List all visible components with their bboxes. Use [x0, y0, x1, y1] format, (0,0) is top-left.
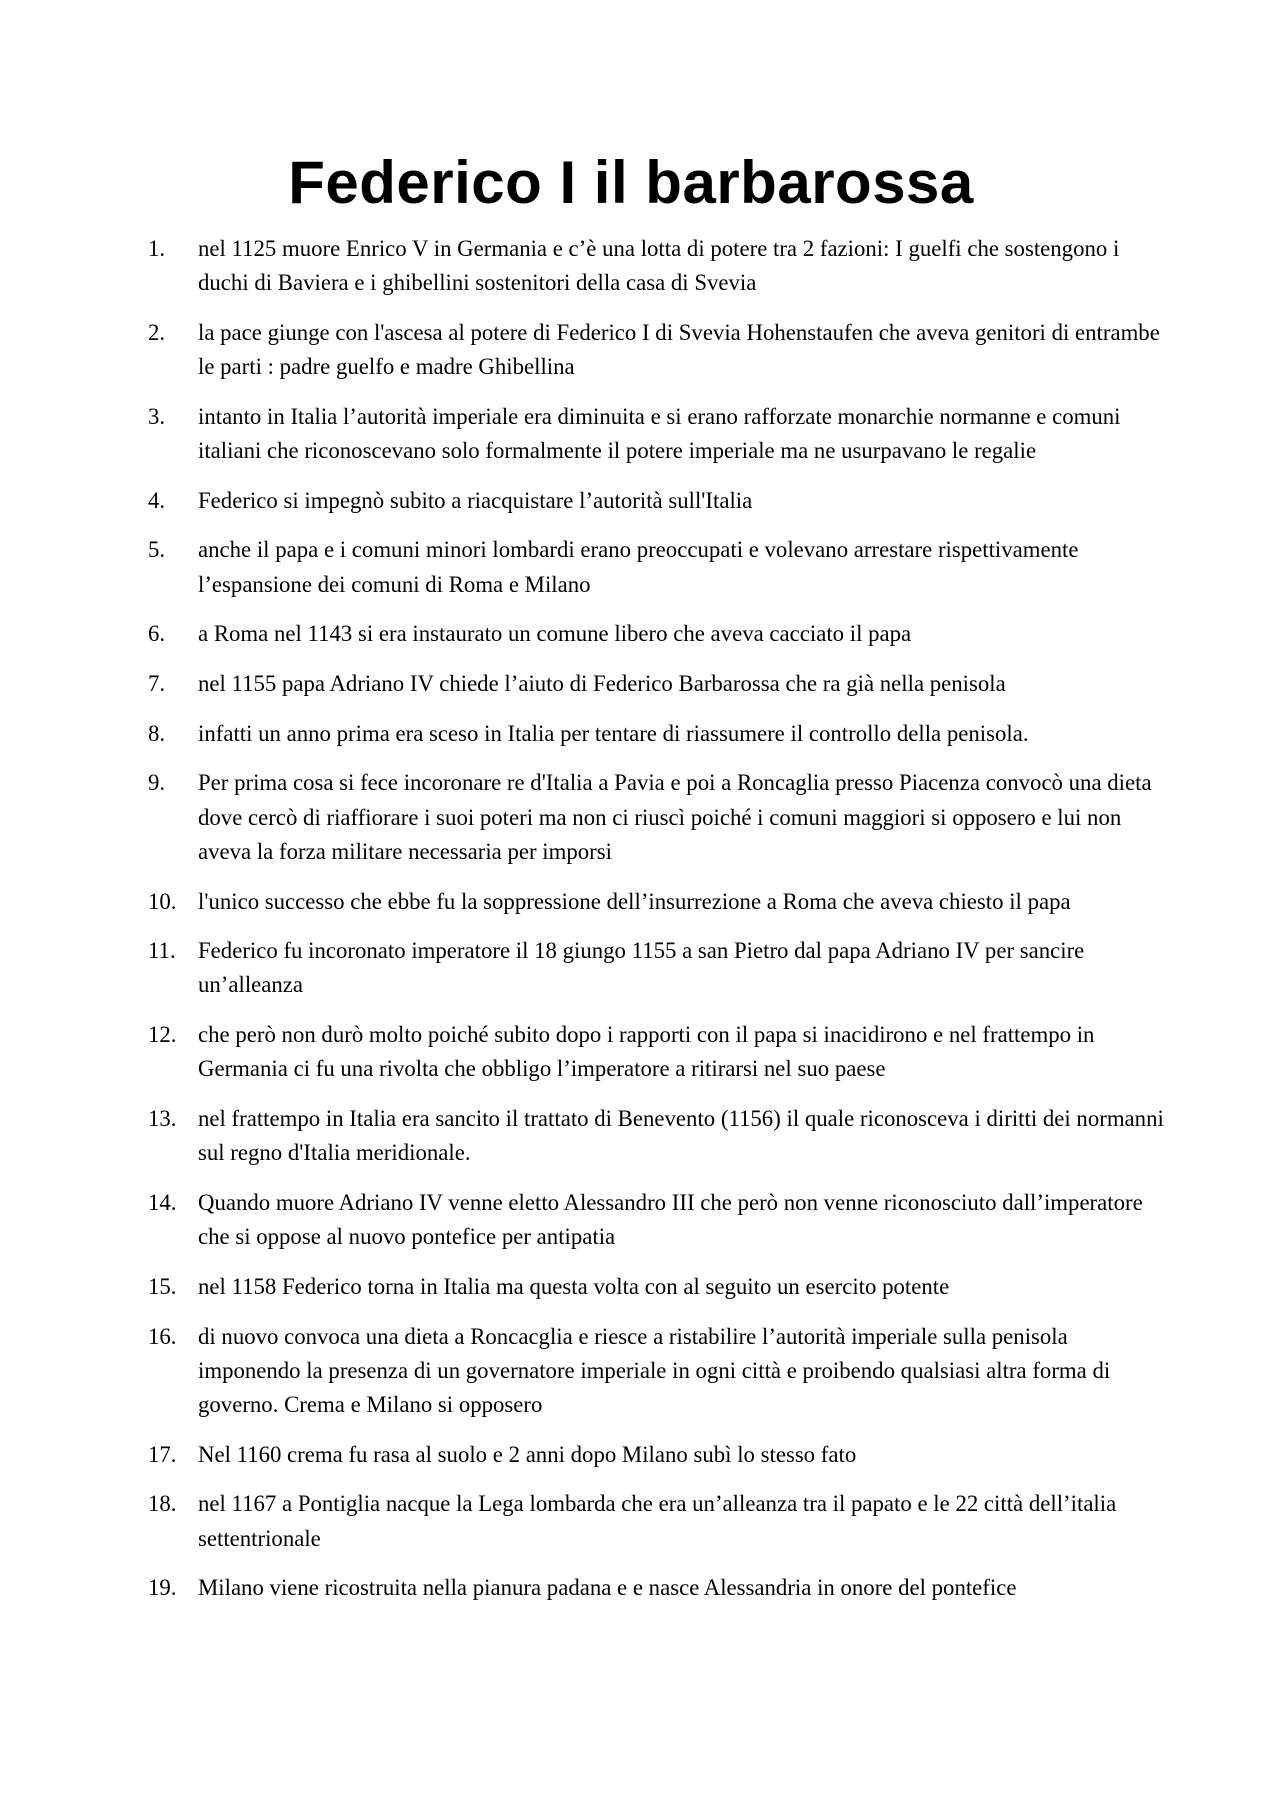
- list-item-number: 2.: [148, 319, 166, 345]
- list-item-number: 19.: [148, 1575, 177, 1601]
- list-item-number: 14.: [148, 1189, 177, 1215]
- list-item-text: nel 1155 papa Adriano IV chiede l’aiuto di Federico Barbarossa che ra già nella penisola: [198, 671, 1006, 697]
- list-item-text: di nuovo convoca una dieta a Roncacglia e riesce a ristabilire l’autorità imperiale sulla penisola imponendo la presenza di un governatore imperiale in ogni città e proibendo qualsiasi altra forma di governo. Crema e Milano si opposero: [198, 1323, 1111, 1417]
- list-item: [0, 484, 1280, 518]
- page-title: Federico I il barbarossa: [288, 149, 974, 216]
- list-item-number: 12.: [148, 1022, 177, 1048]
- list-item: [0, 667, 1280, 701]
- list-item-text: Federico fu incoronato imperatore il 18 giungo 1155 a san Pietro dal papa Adriano IV per sancire un’alleanza: [198, 938, 1085, 998]
- numbered-list: [0, 232, 1280, 1621]
- list-item-number: 13.: [148, 1106, 177, 1132]
- list-item-number: 15.: [148, 1273, 177, 1299]
- list-item-number: 1.: [148, 236, 166, 261]
- list-item-text: la pace giunge con l'ascesa al potere di Federico I di Svevia Hohenstaufen che aveva genitori di entrambe le parti : padre guelfo e madre Ghibellina: [198, 319, 1160, 380]
- list-item: [0, 617, 1280, 651]
- list-item-number: 7.: [148, 671, 166, 697]
- list-item: [0, 1270, 1280, 1304]
- list-item-text: Nel 1160 crema fu rasa al suolo e 2 anni dopo Milano subì lo stesso fato: [198, 1441, 857, 1467]
- list-item: [0, 400, 1280, 468]
- list-item: [0, 885, 1280, 919]
- list-item-text: nel 1167 a Pontiglia nacque la Lega lombarda che era un’alleanza tra il papato e le 22 città dell’italia settentrionale: [198, 1491, 1117, 1551]
- list-item: [0, 533, 1280, 601]
- list-item-text: l'unico successo che ebbe fu la soppressione dell’insurrezione a Roma che aveva chiesto il papa: [198, 888, 1071, 914]
- list-item-text: Federico si impegnò subito a riacquistare l’autorità sull'Italia: [198, 487, 753, 513]
- list-item-text: anche il papa e i comuni minori lombardi erano preoccupati e volevano arrestare rispettivamente l’espansione dei comuni di Roma e Milano: [198, 537, 1079, 597]
- list-item-text: a Roma nel 1143 si era instaurato un comune libero che aveva cacciato il papa: [198, 621, 912, 647]
- list-item: [0, 717, 1280, 751]
- list-item: [0, 316, 1280, 384]
- list-item-number: 10.: [148, 888, 177, 914]
- list-item-text: nel 1125 muore Enrico V in Germania e c’è una lotta di potere tra 2 fazioni: I guelfi che sostengono i duchi di Baviera e i ghibellini sostenitori della casa di Svevia: [198, 236, 1120, 296]
- list-item-number: 9.: [148, 770, 166, 796]
- list-item: [0, 1320, 1280, 1423]
- list-item: [0, 1571, 1280, 1605]
- list-item-text: nel 1158 Federico torna in Italia ma questa volta con al seguito un esercito potente: [198, 1273, 950, 1299]
- list-item-number: 3.: [148, 403, 166, 429]
- list-item-text: Per prima cosa si fece incoronare re d'Italia a Pavia e poi a Roncaglia presso Piacenza convocò una dieta dove cercò di riaffiorare i suoi poteri ma non ci riuscì poiché i comuni maggiori si opposero e lui non aveva la forza militare necessaria per imporsi: [198, 770, 1152, 864]
- list-item: [0, 934, 1280, 1002]
- list-item: [0, 1487, 1280, 1555]
- list-item: [0, 1438, 1280, 1472]
- list-item-number: 6.: [148, 621, 166, 647]
- list-item-number: 4.: [148, 487, 166, 513]
- list-item-text: intanto in Italia l’autorità imperiale era diminuita e si erano rafforzate monarchie normanne e comuni italiani che riconoscevano solo formalmente il potere imperiale ma ne usurpavano le regalie: [198, 403, 1121, 464]
- list-item-number: 5.: [148, 537, 166, 563]
- list-item-number: 11.: [148, 938, 176, 964]
- list-item-text: Milano viene ricostruita nella pianura padana e e nasce Alessandria in onore del pontefice: [198, 1575, 1017, 1601]
- list-item-text: Quando muore Adriano IV venne eletto Alessandro III che però non venne riconosciuto dall’imperatore che si oppose al nuovo pontefice per antipatia: [198, 1189, 1143, 1250]
- list-item: [0, 1102, 1280, 1170]
- list-item-text: infatti un anno prima era sceso in Italia per tentare di riassumere il controllo della penisola.: [198, 720, 1029, 746]
- list-item-text: che però non durò molto poiché subito dopo i rapporti con il papa si inacidirono e nel frattempo in Germania ci fu una rivolta che obbligo l’imperatore a ritirarsi nel suo paese: [198, 1022, 1095, 1082]
- list-item: [0, 1018, 1280, 1086]
- list-item-text: nel frattempo in Italia era sancito il trattato di Benevento (1156) il quale riconosceva i diritti dei normanni sul regno d'Italia meridionale.: [198, 1106, 1164, 1166]
- list-item: [0, 766, 1280, 869]
- list-item-number: 18.: [148, 1491, 177, 1517]
- list-item: [0, 232, 1280, 300]
- list-item-number: 8.: [148, 720, 166, 746]
- list-item-number: 17.: [148, 1441, 177, 1467]
- list-item-number: 16.: [148, 1323, 177, 1349]
- list-item: [0, 1186, 1280, 1254]
